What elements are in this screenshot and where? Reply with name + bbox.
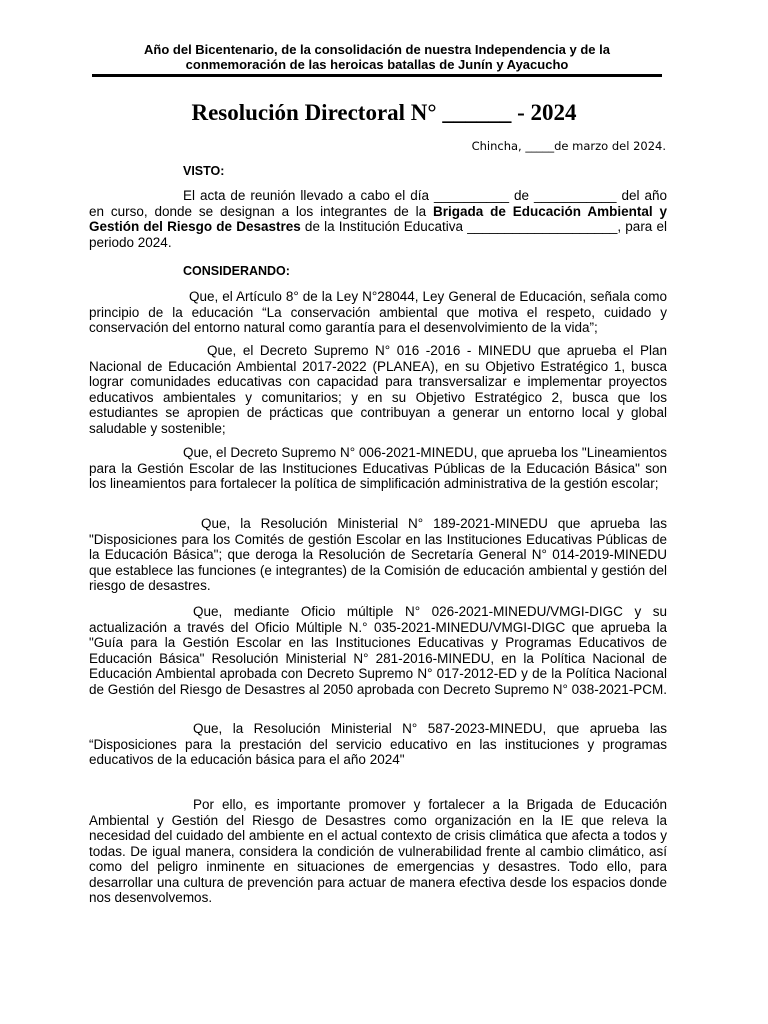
- visto-text-b: de la Institución Educativa ____________________, para el periodo 2024.: [89, 219, 667, 250]
- visto-text-a: El acta de reunión llevado a cabo el día __________ de ___________ del año en curso, donde se designan a los integrantes de la: [89, 188, 667, 219]
- bicentennial-header: [92, 42, 662, 72]
- header-divider: [92, 74, 662, 77]
- visto-heading: VISTO:: [183, 164, 225, 178]
- header-line-1: Año del Bicentenario, de la consolidación de nuestra Independencia y de la: [144, 42, 610, 57]
- considerando-paragraph-2: Que, el Decreto Supremo N° 016 -2016 - MINEDU que aprueba el Plan Nacional de Educación Ambiental 2017-2022 (PLANEA), en su Objetivo Estratégico 1, busca lograr comunidades educativas con capacidad para transversalizar e implementar proyectos educativos ambientales y comunitarios; y en su Objetivo Estratégico 2, busca que los estudiantes se apropien de prácticas que contribuyan a generar un entorno local y global saludable y sostenible;: [89, 343, 667, 436]
- por-ello-paragraph: Por ello, es importante promover y fortalecer a la Brigada de Educación Ambiental y Gestión del Riesgo de Desastres como organización en la IE que releva la necesidad del cuidado del ambiente en el actual contexto de crisis climática que afecta a todos y todas. De igual manera, considera la condición de vulnerabilidad frente al cambio climático, así como del peligro inminente en situaciones de emergencias y desastres. Todo ello, para desarrollar una cultura de prevención para actuar de manera efectiva desde los espacios donde nos desenvolvemos.: [89, 797, 667, 905]
- considerando-paragraph-1: Que, el Artículo 8° de la Ley N°28044, Ley General de Educación, señala como principio de la educación “La conservación ambiental que motiva el respeto, cuidado y conservación del entorno natural como garantía para el desenvolvimiento de la vida”;: [89, 289, 667, 335]
- considerando-paragraph-5: Que, mediante Oficio múltiple N° 026-2021-MINEDU/VMGI-DIGC y su actualización a través del Oficio Múltiple N.° 035-2021-MINEDU/VMGI-DIGC que aprueba la "Guía para la Gestión Escolar en las Instituciones Educativas y Programas Educativos de Educación Básica" Resolución Ministerial N° 281-2016-MINEDU, en la Política Nacional de Educación Ambiental aprobada con Decreto Supremo N° 017-2012-ED y de la Política Nacional de Gestión del Riesgo de Desastres al 2050 aprobada con Decreto Supremo N° 038-2021-PCM.: [89, 604, 667, 697]
- considerando-heading: CONSIDERANDO:: [183, 264, 290, 278]
- considerando-paragraph-3: Que, el Decreto Supremo N° 006-2021-MINEDU, que aprueba los "Lineamientos para la Gestión Escolar de las Instituciones Educativas Públicas de la Educación Básica" son los lineamientos para fortalecer la política de simplificación administrativa de la gestión escolar;: [89, 445, 667, 491]
- document-title: Resolución Directoral N° ______ - 2024: [191, 100, 577, 125]
- considerando-paragraph-4: Que, la Resolución Ministerial N° 189-2021-MINEDU que aprueba las "Disposiciones para los Comités de gestión Escolar en las Instituciones Educativas Públicas de la Educación Básica"; que deroga la Resolución de Secretaría General N° 014-2019-MINEDU que establece las funciones (e integrantes) de la Comisión de educación ambiental y gestión del riesgo de desastres.: [89, 516, 667, 593]
- date-line: Chincha, _____de marzo del 2024.: [471, 139, 666, 153]
- brigade-name: Brigada de Educación Ambiental y Gestión del Riesgo de Desastres: [89, 203, 667, 234]
- considerando-paragraph-6: Que, la Resolución Ministerial N° 587-2023-MINEDU, que aprueba las “Disposiciones para la prestación del servicio educativo en las instituciones y programas educativos de la educación básica para el año 2024": [89, 721, 667, 767]
- visto-paragraph: [89, 188, 667, 250]
- header-line-2: conmemoración de las heroicas batallas de Junín y Ayacucho: [185, 57, 569, 72]
